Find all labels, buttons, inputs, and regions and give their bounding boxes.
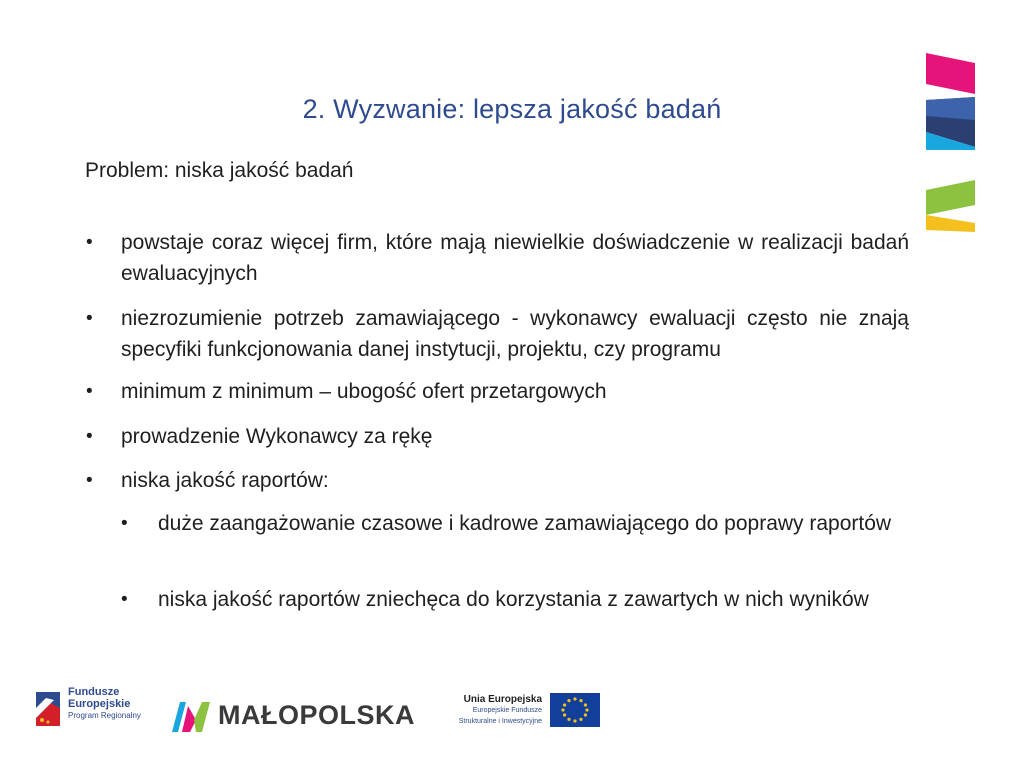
fe-line2: Europejskie <box>68 698 131 710</box>
list-item: prowadzenie Wykonawcy za rękę <box>121 425 433 448</box>
ue-sub1: Europejskie Fundusze <box>472 707 542 714</box>
sub-bullet-marker: • <box>121 513 128 534</box>
problem-text: niska jakość badań <box>169 159 354 182</box>
fe-line1: Fundusze <box>68 686 120 698</box>
bullet-marker: • <box>86 426 93 447</box>
eu-logo <box>446 692 606 732</box>
bullet-marker: • <box>86 308 93 329</box>
slide-title: 2. Wyzwanie: lepsza jakość badań <box>302 94 722 124</box>
ue-head: Unia Europejska <box>463 694 542 705</box>
malopolska-logo <box>172 698 417 734</box>
fe-line3: Program Regionalny <box>68 711 141 720</box>
bullet-marker: • <box>86 470 93 491</box>
bullet-marker: • <box>86 381 93 402</box>
sub-list-item: duże zaangażowanie czasowe i kadrowe zamawiającego do poprawy raportów <box>158 512 892 535</box>
ue-sub2: Strukturalne i Inwestycyjne <box>458 718 542 725</box>
sub-bullet-marker: • <box>121 589 128 610</box>
list-item: minimum z minimum – ubogość ofert przetargowych <box>121 380 607 403</box>
eu-flag-icon <box>550 693 600 727</box>
sub-list-item: niska jakość raportów zniechęca do korzystania z zawartych w nich wyników <box>158 588 869 611</box>
list-item: niska jakość raportów: <box>121 469 329 492</box>
bullet-marker: • <box>86 232 93 253</box>
problem-label: Problem: <box>85 159 170 182</box>
fundusze-europejskie-logo <box>34 686 164 736</box>
footer-logos <box>0 680 1024 750</box>
list-item: powstaje coraz więcej firm, które mają niewielkie doświadczenie w realizacji badań ewaluacyjnych <box>121 231 909 285</box>
malopolska-wordmark: MAŁOPOLSKA <box>218 700 415 730</box>
list-item: niezrozumienie potrzeb zamawiającego - wykonawcy ewaluacji często nie znają specyfiki funkcjonowania danej instytucji, projektu, czy programu <box>121 307 909 361</box>
